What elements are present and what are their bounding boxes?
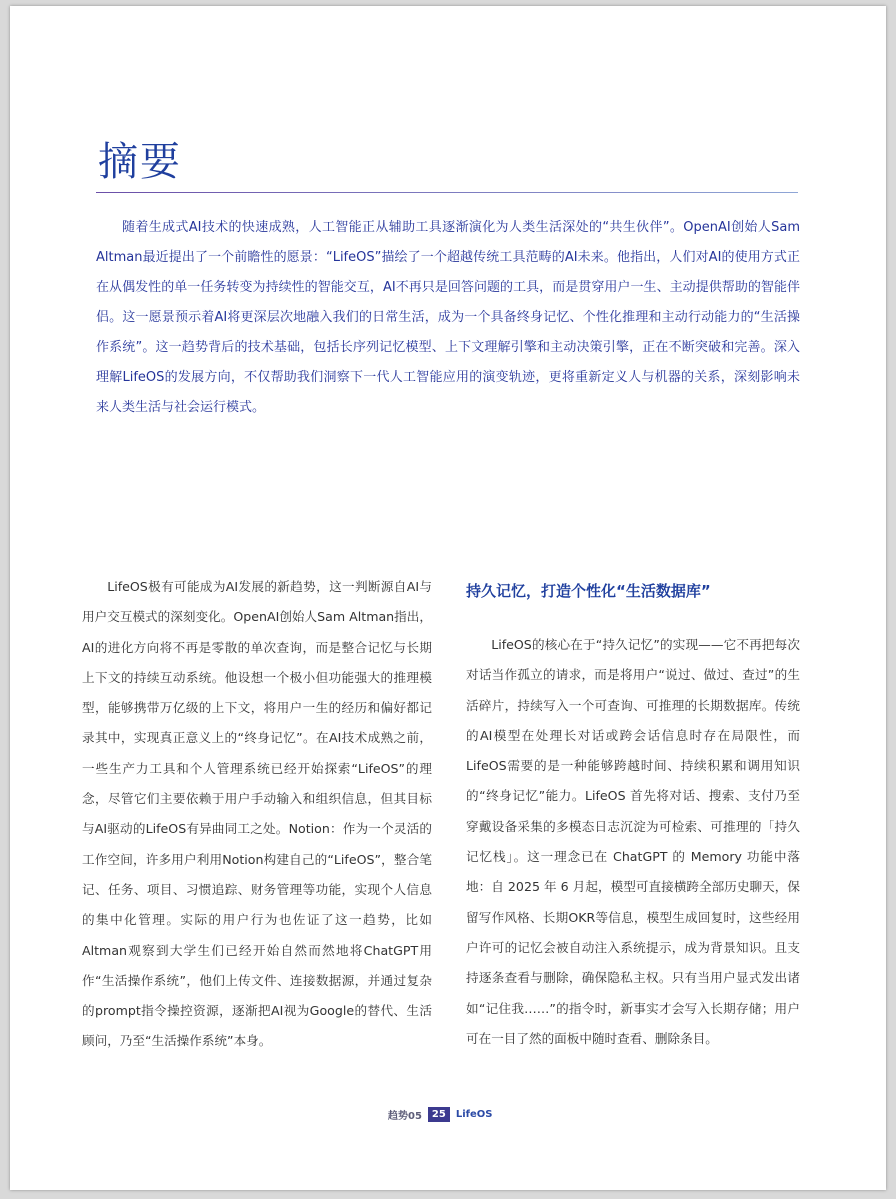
left-column-paragraph: LifeOS极有可能成为AI发展的新趋势，这一判断源自AI与用户交互模式的深刻变化。OpenAI创始人Sam Altman指出，AI的进化方向将不再是零散的单次查询，而是整合记忆与长期上下文的持续互动系统。他设想一个极小但功能强大的推理模型，能够携带万亿级的上下文，将用户一生的经历和偏好都记录其中，实现真正意义上的“终身记忆”。在AI技术成熟之前，一些生产力工具和个人管理系统已经开始探索“LifeOS”的理念，尽管它们主要依赖于用户手动输入和组织信息，但其目标与AI驱动的LifeOS有异曲同工之处。Notion：作为一个灵活的工作空间，许多用户利用Notion构建自己的“LifeOS”，整合笔记、任务、项目、习惯追踪、财务管理等功能，实现个人信息的集中化管理。实际的用户行为也佐证了这一趋势，比如Altman观察到大学生们已经开始自然而然地将ChatGPT用作“生活操作系统”，他们上传文件、连接数据源，并通过复杂的prompt指令操控资源，逐渐把AI视为Google的替代、生活顾问，乃至“生活操作系统”本身。 xyxy=(82,579,432,1049)
footer-brand: LifeOS xyxy=(455,1109,493,1120)
page-title: 摘要 xyxy=(98,139,182,185)
abstract-paragraph: 随着生成式AI技术的快速成熟，人工智能正从辅助工具逐渐演化为人类生活深处的“共生伙伴”。OpenAI创始人Sam Altman最近提出了一个前瞻性的愿景：“LifeOS”描绘了一个超越传统工具范畴的AI未来。他指出，人们对AI的使用方式正在从偶发性的单一任务转变为持续性的智能交互，AI不再只是回答问题的工具，而是贯穿用户一生、主动提供帮助的智能伴侣。这一愿景预示着AI将更深层次地融入我们的日常生活，成为一个具备终身记忆、个性化推理和主动行动能力的“生活操作系统”。这一趋势背后的技术基础，包括长序列记忆模型、上下文理解引擎和主动决策引擎，正在不断突破和完善。深入理解LifeOS的发展方向，不仅帮助我们洞察下一代人工智能应用的演变轨迹，更将重新定义人与机器的关系，深刻影响未来人类生活与社会运行模式。 xyxy=(96,220,800,415)
title-divider xyxy=(96,192,798,193)
right-column-paragraph: LifeOS的核心在于“持久记忆”的实现——它不再把每次对话当作孤立的请求，而是将用户“说过、做过、查过”的生活碎片，持续写入一个可查询、可推理的长期数据库。传统的AI模型在处理长对话或跨会话信息时存在局限性，而LifeOS需要的是一种能够跨越时间、持续积累和调用知识的“终身记忆”能力。LifeOS 首先将对话、搜索、支付乃至穿戴设备采集的多模态日志沉淀为可检索、可推理的「持久记忆栈」。这一理念已在 ChatGPT 的 Memory 功能中落地：自 2025 年 6 月起，模型可直接横跨全部历史聊天，保留写作风格、长期OKR等信息，模型生成回复时，这些经用户许可的记忆会被自动注入系统提示，成为背景知识。且支持逐条查看与删除，确保隐私主权。只有当用户显式发出诸如“记住我……”的指令时，新事实才会写入长期存储；用户可在一目了然的面板中随时查看、删除条目。 xyxy=(466,637,800,1046)
page-number-badge: 25 xyxy=(428,1107,450,1122)
page-footer xyxy=(388,1107,492,1122)
document-page xyxy=(10,6,886,1190)
footer-section-label: 趋势05 xyxy=(388,1111,422,1122)
section-heading: 持久记忆，打造个性化“生活数据库” xyxy=(466,582,711,600)
